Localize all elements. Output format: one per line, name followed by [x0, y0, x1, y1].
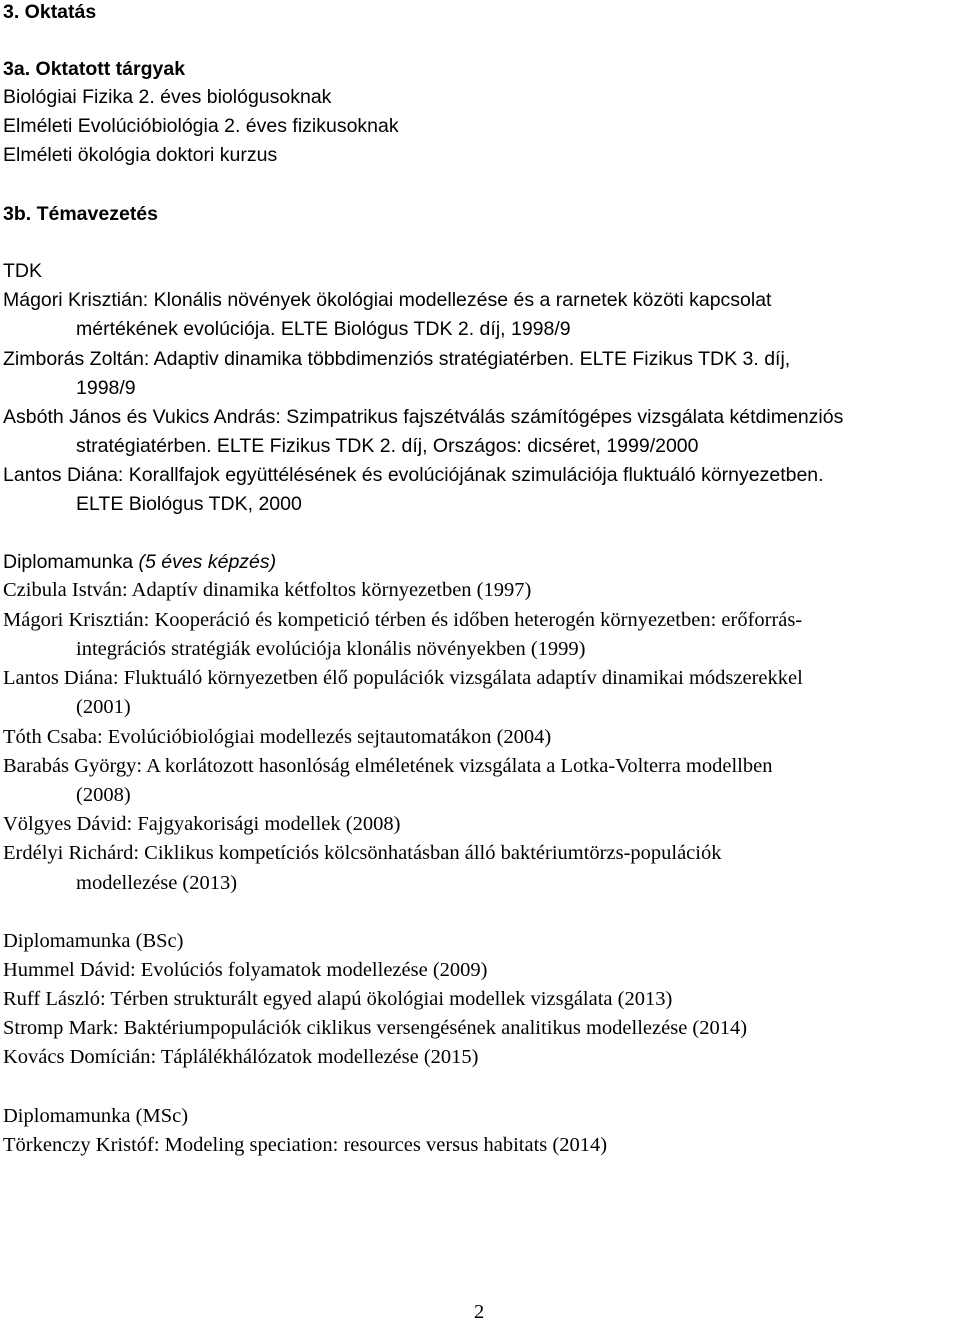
tdk-entry-line: Lantos Diána: Korallfajok együttélésének és evolúciójának szimulációja fluktuáló környezetben. [3, 464, 824, 486]
course-item: Elméleti Evolúcióbiológia 2. éves fizikusoknak [3, 115, 399, 137]
diploma-entry-line: (2008) [76, 784, 131, 806]
diploma-msc-entry: Törkenczy Kristóf: Modeling speciation: resources versus habitats (2014) [3, 1134, 608, 1156]
diploma-bsc-entry: Stromp Mark: Baktériumpopulációk ciklikus versengésének analitikus modellezése (2014) [3, 1017, 748, 1039]
diploma-entry-line: Lantos Diána: Fluktuáló környezetben élő populációk vizsgálata adaptív dinamikai módszerekkel [3, 667, 803, 689]
diploma-bsc-entry: Ruff László: Térben strukturált egyed alapú ökológiai modellek vizsgálata (2013) [3, 988, 673, 1010]
tdk-entry-line: Zimborás Zoltán: Adaptiv dinamika többdimenziós stratégiatérben. ELTE Fizikus TDK 3. díj, [3, 348, 791, 370]
section-heading: 3. Oktatás [3, 1, 97, 23]
tdk-entry-line: stratégiatérben. ELTE Fizikus TDK 2. díj, Országos: dicséret, 1999/2000 [76, 435, 699, 457]
diploma-bsc-entry: Kovács Domícián: Táplálékhálózatok modellezése (2015) [3, 1046, 479, 1068]
course-item: Biológiai Fizika 2. éves biológusoknak [3, 86, 332, 108]
diploma-bsc-label: Diplomamunka (BSc) [3, 930, 184, 952]
tdk-entry-line: Mágori Krisztián: Klonális növények ökológiai modellezése és a rarnetek közöti kapcsolat [3, 289, 772, 311]
diploma-label-text: Diplomamunka [3, 551, 134, 573]
diploma-entry-line: Völgyes Dávid: Fajgyakorisági modellek (2008) [3, 813, 401, 835]
course-item: Elméleti ökológia doktori kurzus [3, 144, 278, 166]
diploma-entry-line: modellezése (2013) [76, 872, 238, 894]
diploma-entry-line: Mágori Krisztián: Kooperáció és kompetició térben és időben heterogén környezetben: erőforrás- [3, 609, 803, 631]
diploma-entry-line: Czibula István: Adaptív dinamika kétfoltos környezetben (1997) [3, 579, 532, 601]
diploma-bsc-entry: Hummel Dávid: Evolúciós folyamatok modellezése (2009) [3, 959, 488, 981]
diploma-entry-line: Erdélyi Richárd: Ciklikus kompetíciós kölcsönhatásban álló baktériumtörzs-populációk [3, 842, 722, 864]
diploma-entry-line: Barabás György: A korlátozott hasonlóság elméletének vizsgálata a Lotka-Volterra modellben [3, 755, 773, 777]
diploma-entry-line: (2001) [76, 696, 131, 718]
diploma-entry-line: Tóth Csaba: Evolúcióbiológiai modellezés sejtautomatákon (2004) [3, 726, 552, 748]
tdk-entry-line: mértékének evolúciója. ELTE Biológus TDK 2. díj, 1998/9 [76, 318, 571, 340]
diploma-entry-line: integrációs stratégiák evolúciója klonális növényekben (1999) [76, 638, 586, 660]
tdk-entry-line: 1998/9 [76, 377, 136, 399]
subsection-heading-supervision: 3b. Témavezetés [3, 203, 159, 225]
tdk-entry-line: ELTE Biológus TDK, 2000 [76, 493, 302, 515]
diploma-label-note: (5 éves képzés) [138, 551, 277, 573]
diploma-5yr-label [3, 553, 276, 573]
diploma-msc-label: Diplomamunka (MSc) [3, 1105, 189, 1127]
page-number: 2 [474, 1301, 485, 1323]
tdk-entry-line: Asbóth János és Vukics András: Szimpatrikus fajszétválás számítógépes vizsgálata kétdimenziós [3, 406, 844, 428]
tdk-label: TDK [3, 260, 42, 282]
subsection-heading-taught-courses: 3a. Oktatott tárgyak [3, 58, 186, 80]
